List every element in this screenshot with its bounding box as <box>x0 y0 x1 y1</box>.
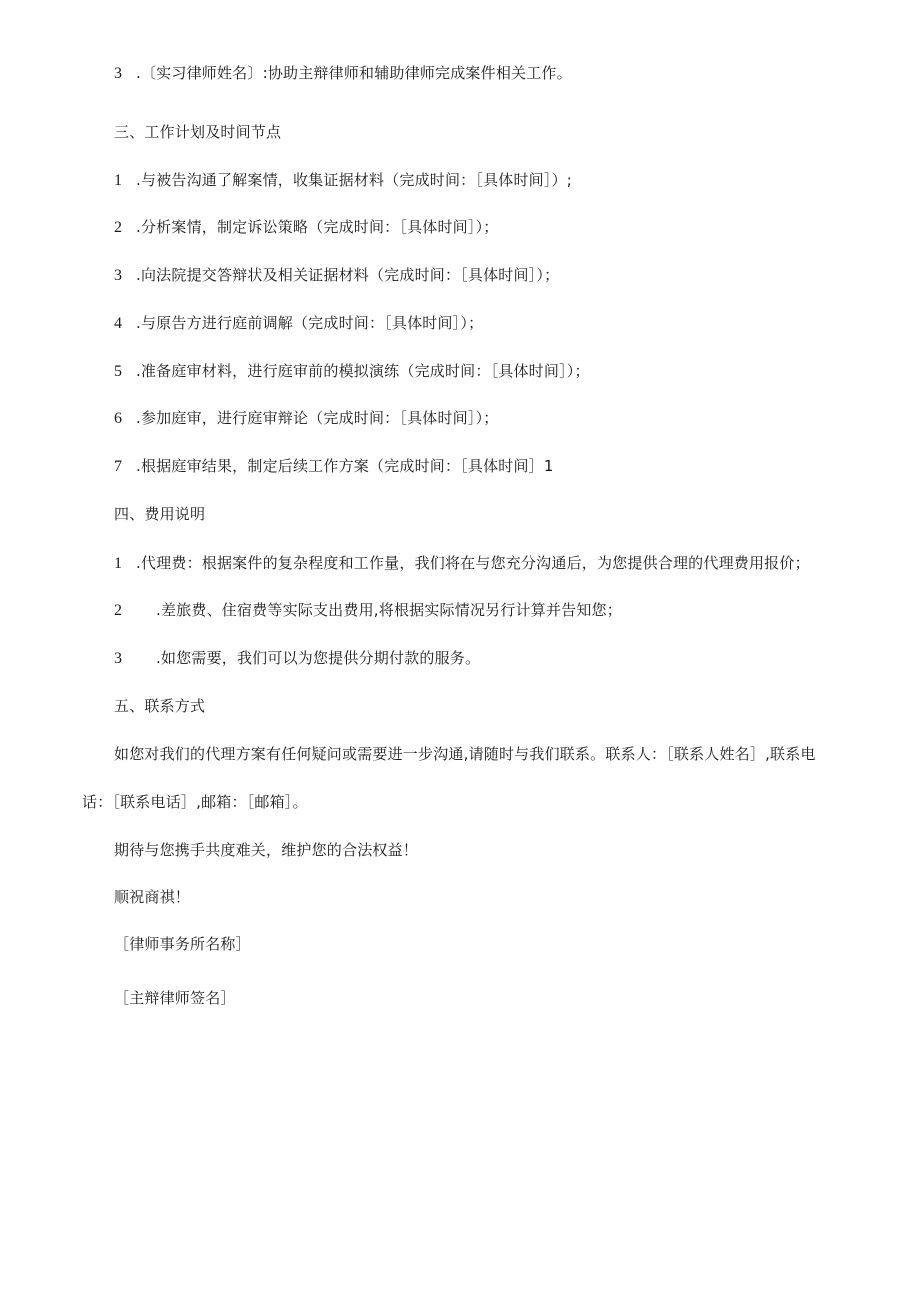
closing-regards: 顺祝商祺！ <box>114 888 191 906</box>
item-number: 5 <box>114 363 123 380</box>
item-number: 1 <box>114 172 123 189</box>
contact-paragraph-line-1: 如您对我们的代理方案有任何疑问或需要进一步沟通,请随时与我们联系。联系人：［联系人姓名］,联系电 <box>114 745 816 763</box>
fees-item-3 <box>114 648 480 669</box>
work-plan-item-3 <box>114 265 559 286</box>
item-text: .与被告沟通了解案情，收集证据材料（完成时间：［具体时间］）; <box>136 171 573 189</box>
lead-lawyer-signature-placeholder: ［主辩律师签名］ <box>114 989 236 1007</box>
item-text: .准备庭审材料，进行庭审前的模拟演练（完成时间：［具体时间］）； <box>136 362 590 380</box>
item-text: .与原告方进行庭前调解（完成时间：［具体时间］）； <box>136 314 484 332</box>
work-plan-item-4 <box>114 313 483 334</box>
work-plan-item-5 <box>114 361 590 382</box>
work-plan-item-1 <box>114 170 572 191</box>
contact-paragraph-line-2: 话：［联系电话］,邮箱：［邮箱］。 <box>82 793 308 811</box>
section-heading-fees: 四、费用说明 <box>114 505 206 523</box>
work-plan-item-7 <box>114 456 554 477</box>
item-text: .根据庭审结果，制定后续工作方案（完成时间：［具体时间］1 <box>136 457 554 475</box>
fees-item-2 <box>114 600 622 621</box>
closing-wish: 期待与您携手共度难关，维护您的合法权益！ <box>114 841 419 859</box>
item-text: .〔实习律师姓名〕:协助主辩律师和辅助律师完成案件相关工作。 <box>136 64 572 82</box>
item-text: .差旅费、住宿费等实际支出费用,将根据实际情况另行计算并告知您； <box>156 601 622 619</box>
section-heading-work-plan: 三、工作计划及时间节点 <box>114 123 282 141</box>
item-number: 4 <box>114 315 123 332</box>
item-number: 3 <box>114 267 123 284</box>
item-text: .分析案情，制定诉讼策略（完成时间：［具体时间］）； <box>136 218 499 236</box>
work-plan-item-6 <box>114 408 498 429</box>
fees-item-1 <box>114 553 810 574</box>
item-text: .参加庭审，进行庭审辩论（完成时间：［具体时间］）； <box>136 409 499 427</box>
item-number: 3 <box>114 650 123 667</box>
item-text: .代理费：根据案件的复杂程度和工作量，我们将在与您充分沟通后，为您提供合理的代理费用报价； <box>136 554 810 572</box>
section-heading-contact: 五、联系方式 <box>114 697 206 715</box>
work-plan-item-2 <box>114 217 498 238</box>
item-number: 1 <box>114 555 123 572</box>
item-text: .向法院提交答辩状及相关证据材料（完成时间：［具体时间］）； <box>136 266 560 284</box>
item-number: 2 <box>114 219 123 236</box>
intern-role-line <box>114 63 572 84</box>
item-text: .如您需要，我们可以为您提供分期付款的服务。 <box>156 649 481 667</box>
item-number: 6 <box>114 410 123 427</box>
firm-name-placeholder: ［律师事务所名称］ <box>114 935 251 953</box>
item-number: 7 <box>114 458 123 475</box>
item-number: 3 <box>114 65 123 82</box>
item-number: 2 <box>114 602 123 619</box>
